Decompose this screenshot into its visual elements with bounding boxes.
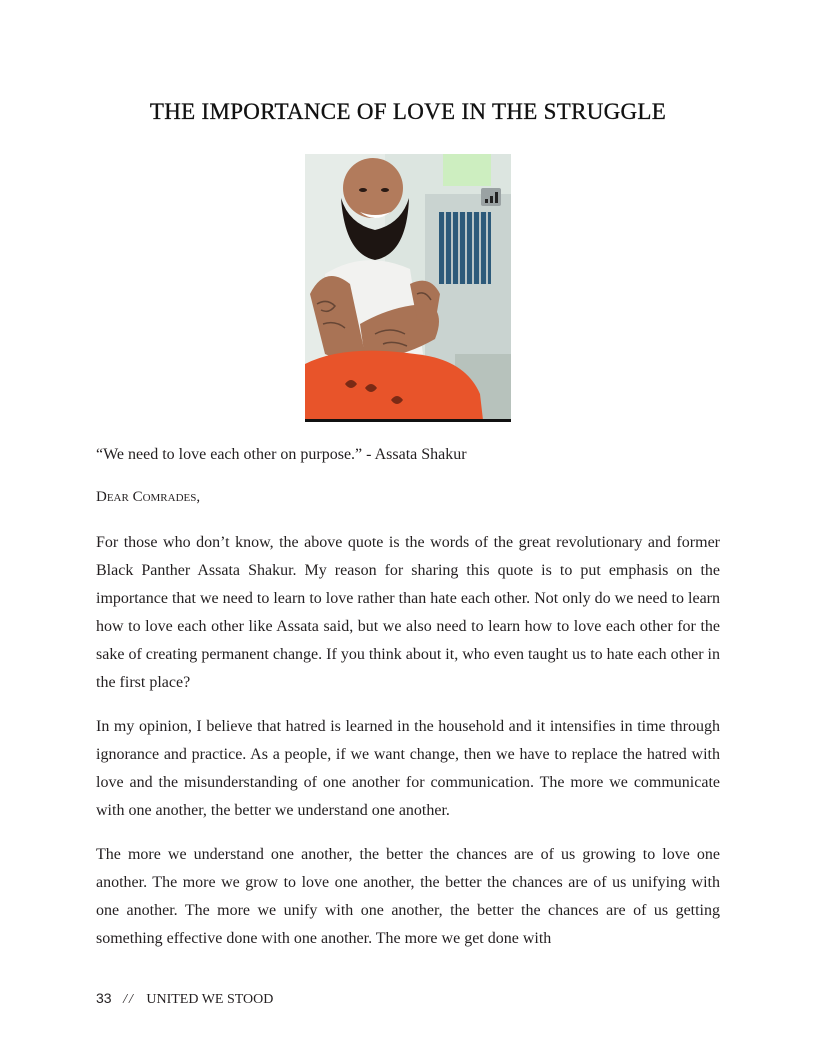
signal-bars-icon	[481, 188, 501, 206]
page-footer	[96, 990, 273, 1008]
paragraph: For those who don’t know, the above quote is the words of the great revolutionary and former Black Panther Assata Shakur. My reason for sharing this quote is to put emphasis on the importance that we need to learn to love rather than hate each other. Not only do we need to learn how to love each other like Assata said, but we also need to learn how to love each other for the sake of creating permanent change. If you think about it, who even taught us to hate each other in the first place?	[96, 534, 720, 691]
salutation: Dear Comrades,	[96, 489, 201, 505]
page-number: 33	[96, 990, 112, 1006]
photo-underline	[305, 419, 511, 422]
author-photo	[305, 154, 511, 420]
footer-separator: //	[123, 992, 135, 1007]
paragraph: In my opinion, I believe that hatred is learned in the household and it intensifies in time through ignorance and practice. As a people, if we want change, then we have to replace the hatred with love and the misunderstanding of one another for communication. The more we communicate with one another, the better we understand one another.	[96, 718, 720, 819]
publication-name: UNITED WE STOOD	[146, 992, 274, 1007]
article-title: THE IMPORTANCE OF LOVE IN THE STRUGGLE	[149, 99, 667, 124]
paragraph: The more we understand one another, the better the chances are of us growing to love one another. The more we grow to love one another, the better the chances are of us unifying with one another. The more we unify with one another, the better the chances are of us getting something effective done with one another. The more we get done with	[96, 846, 720, 947]
epigraph-quote: “We need to love each other on purpose.” - Assata Shakur	[96, 446, 467, 463]
